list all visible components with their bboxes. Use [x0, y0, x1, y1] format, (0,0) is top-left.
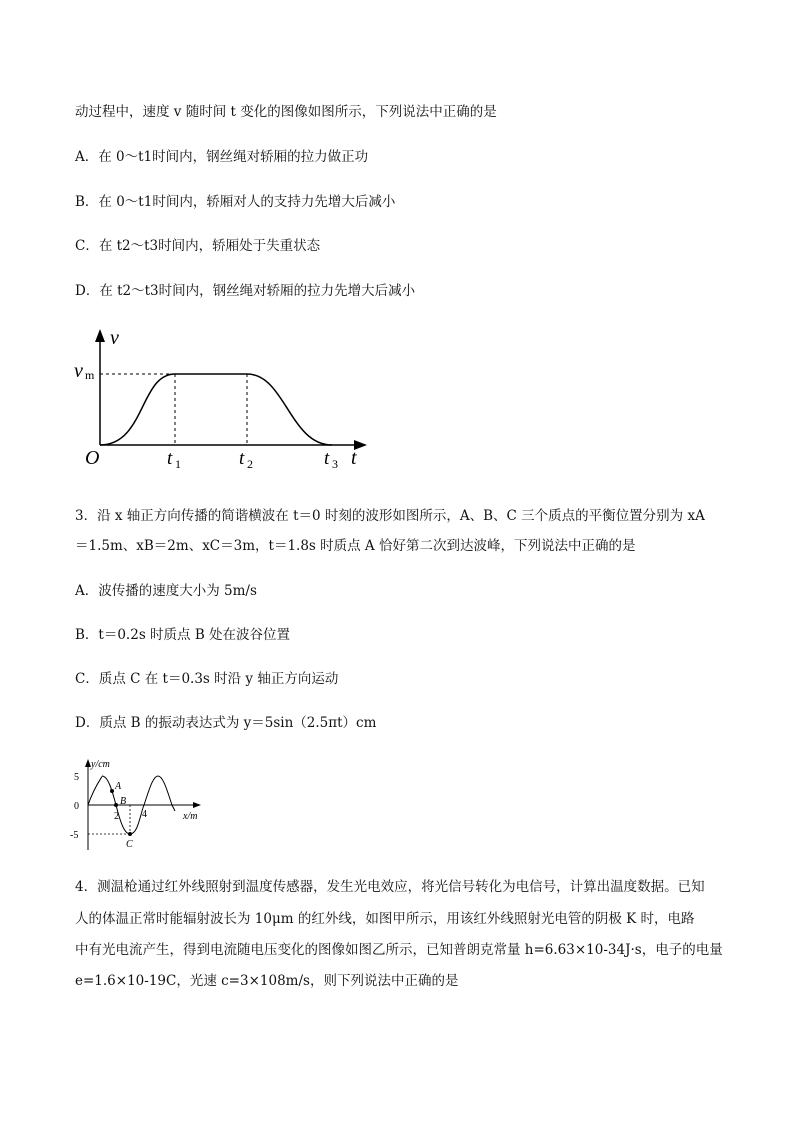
- vmax-label-subscript: m: [85, 368, 95, 382]
- q3-option-d[interactable]: D．质点 B 的振动表达式为 y＝5sin（2.5πt）cm: [75, 715, 377, 731]
- q2-option-b[interactable]: B．在 0～t1时间内，轿厢对人的支持力先增大后减小: [75, 194, 396, 210]
- origin-label: O: [85, 447, 100, 469]
- q3-stem-line2: ＝1.5m、xB＝2m、xC＝3m，t＝1.8s 时质点 A 恰好第二次到达波峰，下列说法中正确的是: [75, 538, 636, 554]
- vmax-label: v: [74, 360, 83, 382]
- t-axis-label: t: [351, 447, 357, 469]
- q3-wave-graph: [70, 755, 220, 855]
- q2-velocity-time-graph: [70, 325, 390, 475]
- point-b-label: B: [120, 796, 127, 807]
- point-c-label: C: [126, 839, 133, 850]
- wave-y-label: y/cm: [91, 759, 110, 770]
- t3-subscript: 3: [332, 457, 338, 471]
- wave-ytick-0: 0: [74, 801, 79, 812]
- q2-option-c[interactable]: C．在 t2～t3时间内，轿厢处于失重状态: [75, 238, 321, 254]
- q4-stem-line4: e=1.6×10-19C，光速 c=3×108m/s，则下列说法中正确的是: [75, 973, 459, 989]
- t2-label: t: [239, 448, 245, 469]
- v-axis-label: v: [110, 327, 119, 349]
- wave-ytick-neg5: -5: [70, 830, 79, 841]
- q3-stem-line1: 3．沿 x 轴正方向传播的简谐横波在 t＝0 时刻的波形如图所示，A、B、C 三个质点的平衡位置分别为 xA: [75, 508, 705, 524]
- wave-xtick-2: 2: [114, 811, 119, 822]
- point-a-label: A: [115, 781, 122, 792]
- t3-label: t: [324, 448, 330, 469]
- t2-subscript: 2: [247, 457, 253, 471]
- q2-option-d[interactable]: D．在 t2～t3时间内，钢丝绳对轿厢的拉力先增大后减小: [75, 283, 416, 299]
- t1-subscript: 1: [175, 457, 181, 471]
- q3-option-b[interactable]: B．t＝0.2s 时质点 B 处在波谷位置: [75, 627, 291, 643]
- q3-option-c[interactable]: C．质点 C 在 t＝0.3s 时沿 y 轴正方向运动: [75, 671, 339, 687]
- q3-option-a[interactable]: A．波传播的速度大小为 5m/s: [75, 583, 257, 599]
- t1-label: t: [167, 448, 173, 469]
- q2-option-a[interactable]: A．在 0～t1时间内，钢丝绳对轿厢的拉力做正功: [75, 149, 369, 165]
- wave-ytick-5: 5: [74, 772, 79, 783]
- q2-stem-tail: 动过程中，速度 v 随时间 t 变化的图像如图所示，下列说法中正确的是: [75, 104, 497, 120]
- q4-stem-line1: 4．测温枪通过红外线照射到温度传感器，发生光电效应，将光信号转化为电信号，计算出温度数据。已知: [75, 879, 705, 895]
- q4-stem-line2: 人的体温正常时能辐射波长为 10μm 的红外线，如图甲所示，用该红外线照射光电管的阴极 K 时，电路: [75, 911, 695, 927]
- wave-xtick-4: 4: [142, 809, 147, 820]
- wave-x-label: x/m: [183, 811, 198, 822]
- q4-stem-line3: 中有光电流产生，得到电流随电压变化的图像如图乙所示，已知普朗克常量 h=6.63×10-34J·s，电子的电量: [75, 942, 723, 958]
